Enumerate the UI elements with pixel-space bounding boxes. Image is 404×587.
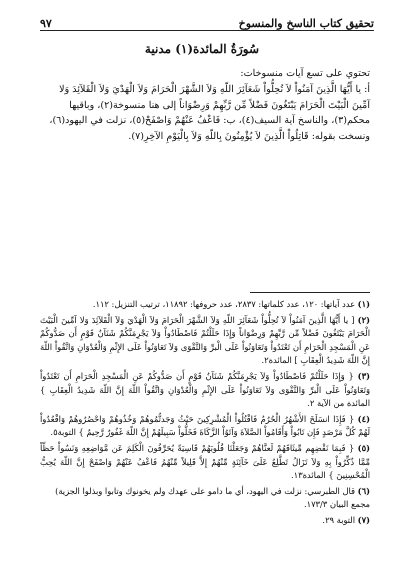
footnote-2 [40,314,370,368]
footnote-1 [40,298,370,312]
footnote-number: (٥) [357,442,371,453]
page-number: ٩٧ [40,17,52,30]
footnote-number: (١) [357,299,370,309]
footnote-text: قال الطبرسي: نزلت في اليهود، أي ما دامو على عهدك ولم يخونوك وتابوا وبذلوا الجزية) [55,485,356,496]
footnote-divider [250,292,370,293]
footnote-text: عدد آياتها: ١٢٠، عدد كلماتها: ٢٨٣٧، عدد حروفها: ١١٨٩٢، ترتيب التنزيل: ١١٢. [92,299,356,309]
intro-line: محكم(٣)، والناسخ آية السيف(٤)، ب: فَاعْفُ عَنْهُمْ وَاصْفَحْ(٥)، نزلت في اليهود(٦)، [49,115,370,127]
footnote-5 [40,442,370,483]
footnote-4 [40,413,370,440]
footnote-number: (٣) [357,370,370,381]
surah-title: سُورَةُ المائدة(١) مدنية [144,42,260,56]
main-text [40,66,370,145]
intro-line: ونسخت بقوله: قَاتِلُواْ الَّذِينَ لاَ يُؤْمِنُونَ بِاللّهِ وَلاَ بِالْيَوْمِ الآخِرِ(٧). [128,131,370,143]
intro-line: أ: يا أَيُّهَا الَّذِينَ آمَنُواْ لاَ تُحِلُّواْ شَعَآئِرَ اللّهِ وَلاَ الشَّهْرَ الْحَرَامَ وَلاَ الْهَدْيَ وَلاَ الْقَلآئِدَ وَلا [59,83,370,95]
footnote-number: (٤) [357,413,370,424]
header-title: تحقيق كتاب الناسخ والمنسوخ [238,17,374,30]
footnote-6 [40,485,370,512]
footnote-number: (٦) [357,485,370,496]
intro-line: آمِّينَ الْبَيْتَ الْحَرَامَ يَبْتَغُونَ فَضْلاً مِّن رَّبِّهِمْ وَرِضْوَاناً إلى هنا منسوخة(٢)، وباقيها [69,99,370,111]
footnote-text: { فَإِذَا انسَلَخَ الأَشْهُرُ الْحُرُمُ فَاقْتُلُواْ الْمُشْرِكِينَ حَيْثُ وَجَدتُّمُوهُمْ وَخُذُوهُمْ وَاحْصُرُوهُمْ وَاقْعُدُواْ لَهُمْ كُلَّ مَرْصَدٍ فَإِن تَابُواْ وَأَقَامُواْ الصَّلاَةَ وَآتَوُاْ الزَّكَاةَ فَخَلُّواْ سَبِيلَهُمْ إِنَّ اللّهَ غَفُورٌ رَّحِيمٌ } التوبة٥. [40,413,370,438]
footnote-number: (٧) [357,514,370,525]
footnote-source: مجمع البيان ١٧٣/٣. [303,499,370,510]
footnote-text: التوبة ٢٩. [322,514,356,525]
footnote-text: [ يا أَيُّهَا الَّذِينَ آمَنُواْ لاَ تُحِلُّواْ شَعَآئِرَ اللّهِ وَلاَ الشَّهْرَ الْحَرَامَ وَلاَ الْهَدْيَ وَلاَ الْقَلآئِدَ وَلا آمِّينَ الْبَيْتَ الْحَرَامَ يَبْتَغُونَ فَضْلاً مِّن رَّبِّهِمْ وَرِضْوَاناً وَإِذَا حَلَلْتُمْ فَاصْطَادُواْ وَلاَ يَجْرِمَنَّكُمْ شَنَآنُ قَوْمٍ أَن صَدُّوكُمْ عَنِ الْمَسْجِدِ الْحَرَامِ أَن تَعْتَدُواْ وَتَعَاوَنُواْ عَلَى الْبرِّ وَالتَّقْوَى وَلاَ تَعَاوَنُواْ عَلَى الإِثْمِ وَالْعُدْوَانِ وَاتَّقُواْ اللّهَ إِنَّ اللّهَ شَدِيدُ الْعِقَابِ ] المائدة٢. [40,314,370,366]
footnote-text: { فَبِمَا نَقْضِهِم مِّيثَاقَهُمْ لَعنَّاهُمْ وَجَعَلْنَا قُلُوبَهُمْ قَاسِيَةً يُحَرِّفُونَ الْكَلِمَ عَن مَّوَاضِعِهِ وَنَسُواْ حَظّاً مِّمَّا ذُكِّرُواْ بِهِ وَلاَ تَزَالُ تَطَّلِعُ عَلَىَ خَآئِنَةٍ مِّنْهُمْ إِلاَّ قَلِيلاً مِّنْهُمُ فَاعْفُ عَنْهُمْ وَاصْفَحْ إِنَّ اللّهَ يُحِبُّ الْمُحْسِنِينَ } المائدة١٣. [40,442,370,481]
running-header [40,12,374,31]
footnote-3 [40,370,370,411]
intro-line: تحتوي على تسع آيات منسوخات: [240,68,370,79]
footnote-text: { وَإِذَا حَلَلْتُمْ فَاصْطَادُواْ وَلاَ يَجْرِمَنَّكُمْ شَنَآنُ قَوْمٍ أَن صَدُّوكُمْ عَنِ الْمَسْجِدِ الْحَرَامِ أَن تَعْتَدُواْ وَتَعَاوَنُواْ عَلَى الْبرِّ وَالتَّقْوَى وَلاَ تَعَاوَنُواْ عَلَى الإِثْمِ وَالْعُدْوَانِ وَاتَّقُواْ اللّهَ إِنَّ اللّهَ شَدِيدُ الْعِقَابِ } المائدة من الآية ٢. [40,370,370,409]
footnotes [40,298,370,530]
footnote-number: (٢) [357,314,370,325]
footnote-7 [40,514,370,528]
